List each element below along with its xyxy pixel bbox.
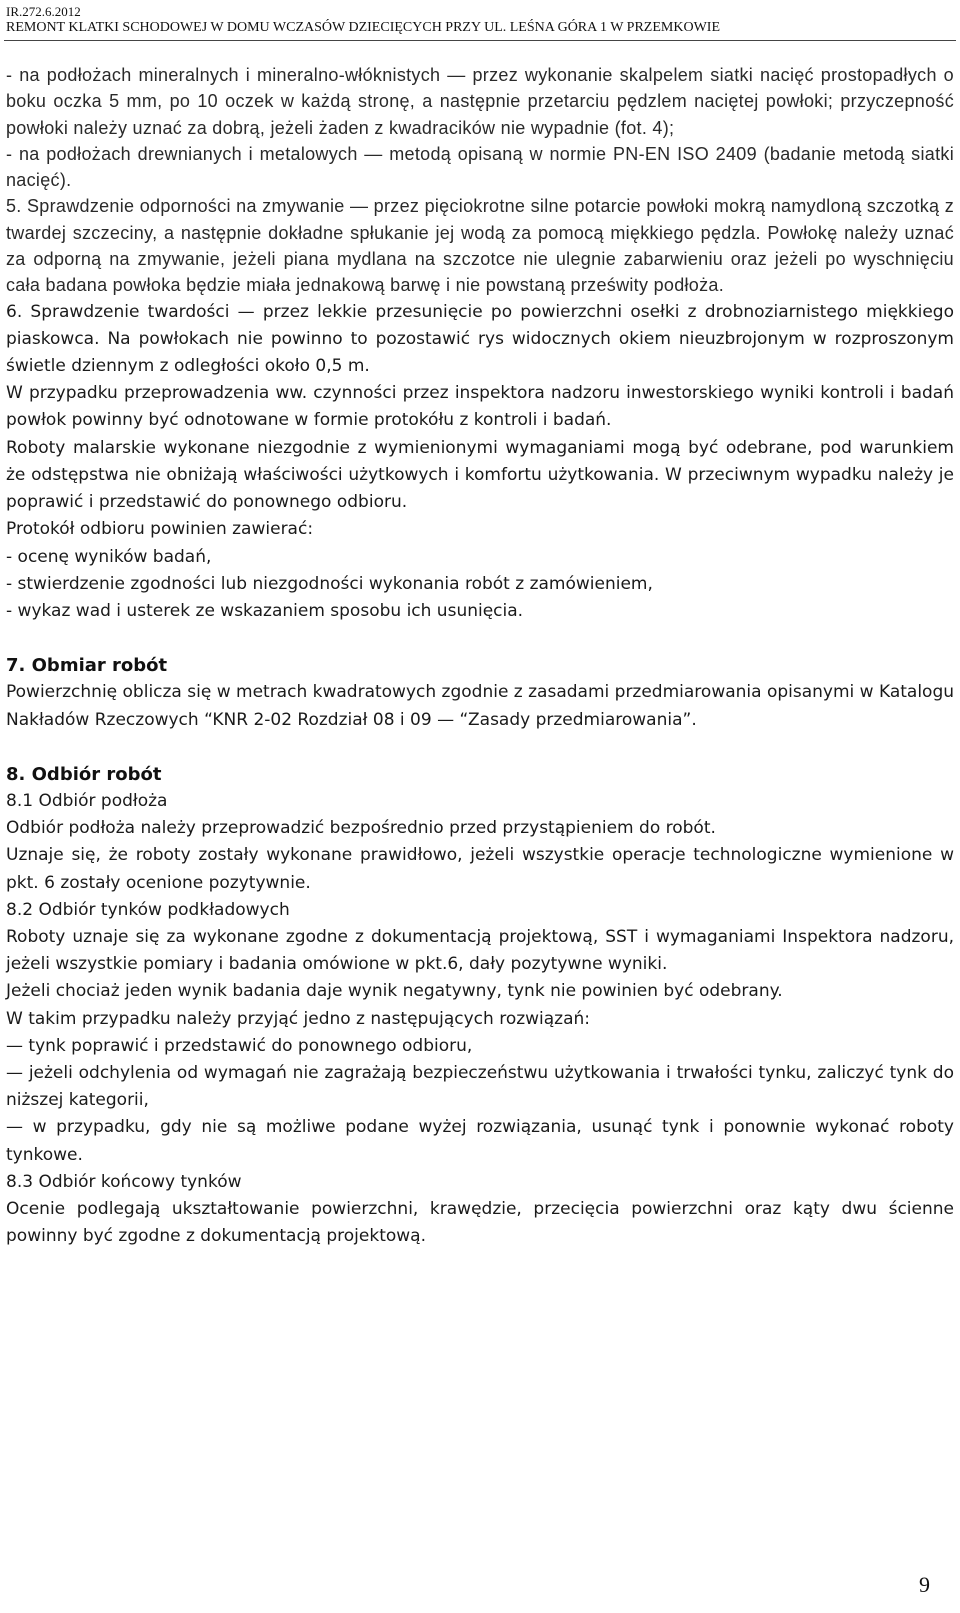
section-8-3-text: Ocenie podlegają ukształtowanie powierzchni, krawędzie, przecięcia powierzchni oraz kąty dwu ścienne powinny być zgodne z dokumentacją projektową.: [6, 1198, 954, 1247]
section-8-1-text: Uznaje się, że roboty zostały wykonane prawidłowo, jeżeli wszystkie operacje technologiczne wymienione w pkt. 6 zostały ocenione pozytywnie.: [6, 845, 954, 893]
section-7-heading: 7. Obmiar robót: [6, 655, 168, 677]
section-7-text: Powierzchnię oblicza się w metrach kwadratowych zgodnie z zasadami przedmiarowania opisanymi w Katalogu Nakładów Rzeczowych “KNR 2-02 Rozdział 08 i 09 — “Zasady przedmiarowania”.: [6, 682, 955, 730]
paragraph-wood-metal-substrates: - na podłożach drewnianych i metalowych — metodą opisaną w normie PN-EN ISO 2409 (badanie metodą siatki nacięć).: [6, 143, 954, 191]
paragraph-rejection: Roboty malarskie wykonane niezgodnie z wymienionymi wymaganiami mogą być odebrane, pod warunkiem że odstępstwa nie obniżają właściwości użytkowych i komfortu użytkowania. W przeciwnym wypadku należy je poprawić i przedstawić do ponownego odbioru.: [6, 437, 954, 513]
paragraph-hardness-test: 6. Sprawdzenie twardości — przez lekkie przesunięcie po powierzchni osełki z drobnoziarnistego miękkiego piaskowca. Na powłokach nie powinno to pozostawić rys widocznych okiem nieuzbrojonym w rozproszonym świetle dziennym z odległości około 0,5 m.: [6, 301, 954, 377]
page-number: 9: [919, 1572, 930, 1597]
page-header: [6, 4, 720, 36]
section-8-2-option: — tynk poprawić i przedstawić do ponownego odbioru,: [6, 1035, 473, 1056]
paragraph-washability-test: 5. Sprawdzenie odporności na zmywanie — przez pięciokrotne silne potarcie powłoki mokrą namydloną szczotką z twardej szczeciny, a następnie dokładne spłukanie jej wodą za pomocą miękkiego pędzla. Powłokę należy uznać za odporną na zmywanie, jeżeli piana mydlana na szczotce nie ulegnie zabarwieniu oraz jeżeli po wyschnięciu cała badana powłoka będzie miała jednakową barwę i nie powstaną prześwity podłoża.: [6, 196, 954, 296]
protocol-intro: Protokół odbioru powinien zawierać:: [6, 519, 314, 540]
document-number: IR.272.6.2012: [6, 4, 81, 19]
spacer: [6, 625, 954, 652]
section-8-1-heading: 8.1 Odbiór podłoża: [6, 790, 168, 811]
section-8-2-option: — w przypadku, gdy nie są możliwe podane wyżej rozwiązania, usunąć tynk i ponownie wykonać roboty tynkowe.: [6, 1117, 954, 1165]
paragraph-inspector: W przypadku przeprowadzenia ww. czynności przez inspektora nadzoru inwestorskiego wyniki kontroli i badań powłok powinny być odnotowane w formie protokółu z kontroli i badań.: [6, 383, 954, 431]
section-8-heading: 8. Odbiór robót: [6, 763, 162, 785]
section-8-2-text: Jeżeli chociaż jeden wynik badania daje wynik negatywny, tynk nie powinien być odebrany.: [6, 981, 783, 1002]
protocol-item: - wykaz wad i usterek ze wskazaniem sposobu ich usunięcia.: [6, 600, 524, 621]
section-8-2-heading: 8.2 Odbiór tynków podkładowych: [6, 899, 290, 920]
protocol-item: - ocenę wyników badań,: [6, 546, 212, 567]
section-8-2-option: — jeżeli odchylenia od wymagań nie zagrażają bezpieczeństwu użytkowania i trwałości tynku, zaliczyć tynk do niższej kategorii,: [6, 1062, 954, 1111]
header-divider: [4, 40, 956, 41]
spacer: [6, 734, 954, 761]
section-8-2-text: W takim przypadku należy przyjąć jedno z następujących rozwiązań:: [6, 1008, 591, 1029]
document-title: REMONT KLATKI SCHODOWEJ W DOMU WCZASÓW DZIECIĘCYCH PRZY UL. LEŚNA GÓRA 1 W PRZEMKOWIE: [6, 20, 721, 35]
protocol-item: - stwierdzenie zgodności lub niezgodności wykonania robót z zamówieniem,: [6, 573, 653, 594]
section-8-3-heading: 8.3 Odbiór końcowy tynków: [6, 1171, 242, 1192]
section-8-1-text: Odbiór podłoża należy przeprowadzić bezpośrednio przed przystąpieniem do robót.: [6, 818, 716, 839]
paragraph-mineral-substrates: - na podłożach mineralnych i mineralno-włóknistych — przez wykonanie skalpelem siatki nacięć prostopadłych o boku oczka 5 mm, po 10 oczek w każdą stronę, a następnie przetarciu pędzlem naciętej powłoki; przyczepność powłoki należy uznać za dobrą, jeżeli żaden z kwadracików nie wypadnie (fot. 4);: [6, 65, 954, 138]
document-body: [6, 62, 954, 1250]
section-8-2-text: Roboty uznaje się za wykonane zgodne z dokumentacją projektową, SST i wymaganiami Inspektora nadzoru, jeżeli wszystkie pomiary i badania omówione w pkt.6, dały pozytywne wyniki.: [6, 926, 954, 975]
